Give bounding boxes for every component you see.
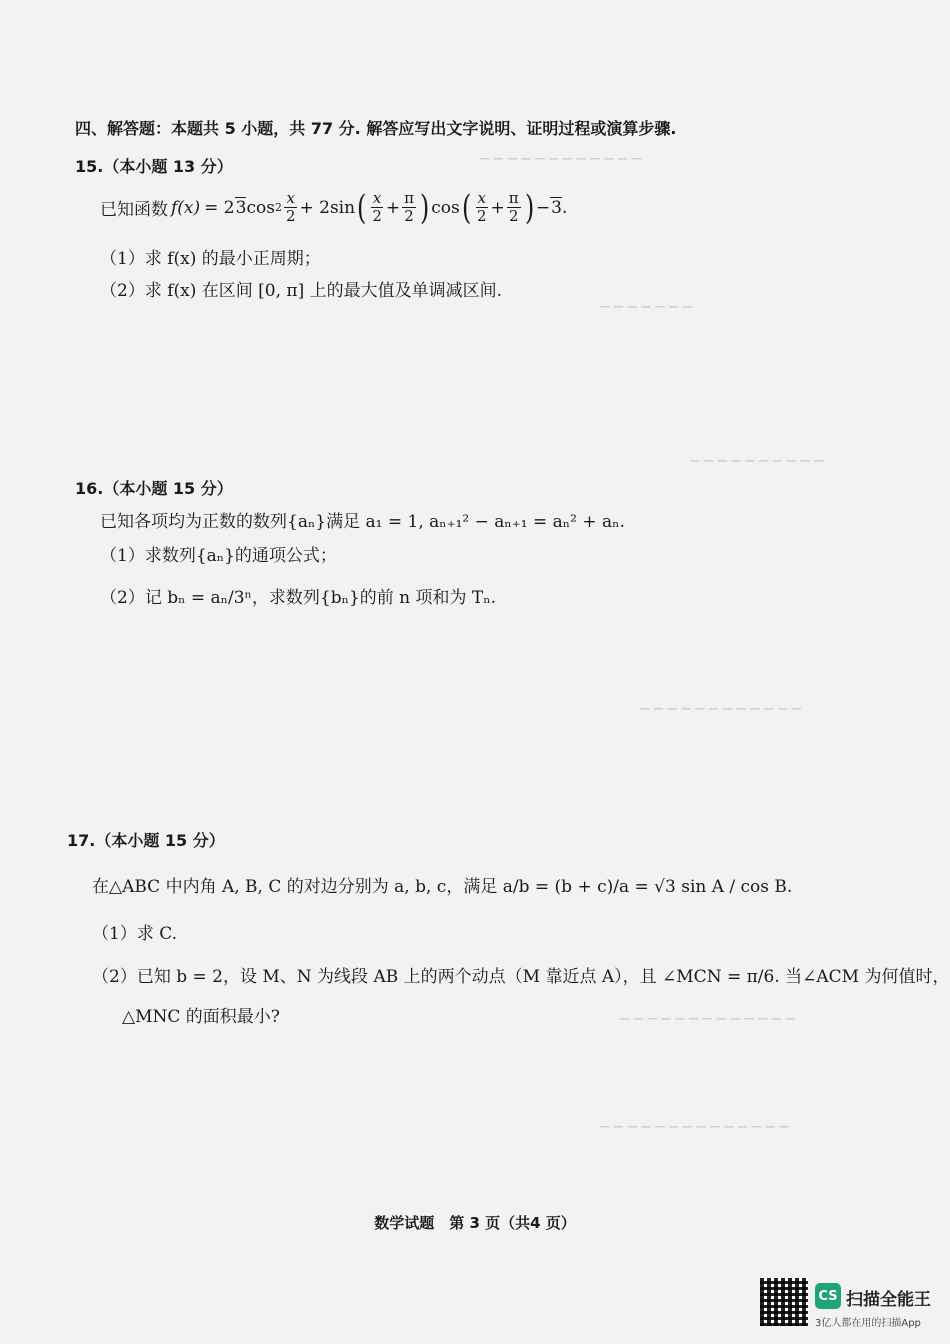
question-17-part-1: （1）求 C. [92, 924, 178, 944]
function-label: f(x) [171, 197, 201, 218]
bleed-through-text: ─ ─ ─ ─ ─ ─ ─ ─ ─ ─ ─ ─ ─ ─ [600, 1118, 789, 1136]
camscanner-name: 扫描全能王 [846, 1290, 931, 1310]
camscanner-logo-icon: CS [815, 1283, 841, 1309]
page-footer: 数学试题 第 3 页（共4 页） [374, 1214, 576, 1232]
question-17-header: 17.（本小题 15 分） [67, 831, 225, 850]
question-15-stem-prefix: 已知函数 [100, 200, 168, 221]
bleed-through-text: ─ ─ ─ ─ ─ ─ ─ ─ ─ ─ ─ ─ ─ [620, 1010, 795, 1028]
bleed-through-text: ─ ─ ─ ─ ─ ─ ─ ─ ─ ─ [690, 452, 824, 470]
question-15-part-2: （2）求 f(x) 在区间 [0, π] 上的最大值及单调减区间. [100, 281, 503, 301]
question-15-header: 15.（本小题 13 分） [75, 157, 233, 176]
question-17-part-2: （2）已知 b = 2，设 M、N 为线段 AB 上的两个动点（M 靠近点 A），且 ∠MCN = π/6. 当∠ACM 为何值时， [92, 967, 950, 987]
section-heading: 四、解答题：本题共 5 小题，共 77 分. 解答应写出文字说明、证明过程或演算步骤. [75, 119, 677, 138]
bleed-through-text: ─ ─ ─ ─ ─ ─ ─ ─ ─ ─ ─ ─ [480, 150, 641, 168]
qr-code-icon [760, 1278, 808, 1326]
function-formula: = 2 3 cos 2 $\frac{x}{2}$ + 2sin ( $\frac{x}{2}$ + $\frac{\pi}{2}$ ) cos ( $\frac{x}{2}$ + $\frac{\pi}{2}$ ) − 3 . [204, 187, 568, 228]
question-16-header: 16.（本小题 15 分） [75, 479, 233, 498]
question-16-part-2: （2）记 bₙ = aₙ/3ⁿ，求数列{bₙ}的前 n 项和为 Tₙ. [100, 588, 497, 608]
question-17-stem: 在△ABC 中内角 A, B, C 的对边分别为 a, b, c，满足 a/b = (b + c)/a = √3 sin A / cos B. [92, 877, 793, 897]
bleed-through-text: ─ ─ ─ ─ ─ ─ ─ ─ ─ ─ ─ ─ [640, 700, 801, 718]
question-16-part-1: （1）求数列{aₙ}的通项公式； [100, 546, 337, 566]
question-15-part-1: （1）求 f(x) 的最小正周期； [100, 249, 321, 269]
camscanner-tagline: 3亿人都在用的扫描App [815, 1318, 921, 1329]
question-15-stem [100, 187, 568, 228]
question-17-part-2-continued: △MNC 的面积最小? [122, 1007, 280, 1027]
question-16-stem: 已知各项均为正数的数列{aₙ}满足 a₁ = 1, aₙ₊₁² − aₙ₊₁ = aₙ² + aₙ. [100, 512, 625, 532]
bleed-through-text: ─ ─ ─ ─ ─ ─ ─ [600, 298, 692, 316]
